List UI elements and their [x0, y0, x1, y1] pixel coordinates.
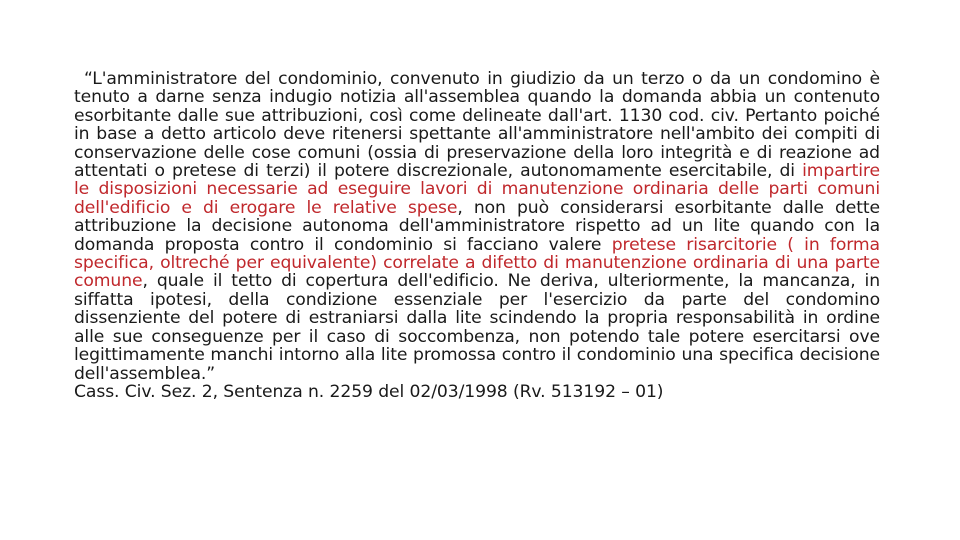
legal-quote	[74, 70, 880, 401]
quote-text-part-3: , quale il tetto di copertura dell'edificio. Ne deriva, ulteriormente, la mancanza, in siffatta ipotesi, della condizione essenziale per l'esercizio da parte del condomino dissenziente del potere di estraniarsi dalla lite scindendo la propria responsabilità in ordine alle sue conseguenze per il caso di soccombenza, non potendo tale potere esercitarsi ove legittimamente manchi intorno alla lite promossa contro il condominio una specifica decisione dell'assemblea.”	[74, 271, 880, 384]
quote-highlight-maintenance-works: impartire le disposizioni necessarie ad eseguire lavori di manutenzione ordinaria delle parti comuni dell'edificio e di erogare le relative spese	[74, 161, 880, 218]
quote-highlight-compensation-claims: pretese risarcitorie ( in forma specifica, oltreché per equivalente) correlate a difetto di manutenzione ordinaria di una parte comune	[74, 234, 880, 292]
quote-text-part-1: “L'amministratore del condominio, convenuto in giudizio da un terzo o da un condomino è tenuto a darne senza indugio notizia all'assemblea quando la domanda abbia un contenuto esorbitante dalle sue attribuzioni, così come delineate dall'art. 1130 cod. civ. Pertanto poiché in base a detto articolo deve ritenersi spettante all'amministratore nell'ambito dei compiti di conservazione delle cose comuni (ossia di preservazione della loro integrità e di reazione ad attentati o pretese di terzi) il potere discrezionale, autonomamente esercitabile, di	[74, 69, 880, 182]
quote-text-part-2: , non può considerarsi esorbitante dalle dette attribuzione la decisione autonoma dell'amministratore rispetto ad un lite quando con la domanda proposta contro il condominio si facciano valere	[74, 197, 880, 255]
case-citation: Cass. Civ. Sez. 2, Sentenza n. 2259 del 02/03/1998 (Rv. 513192 – 01)	[74, 381, 664, 402]
